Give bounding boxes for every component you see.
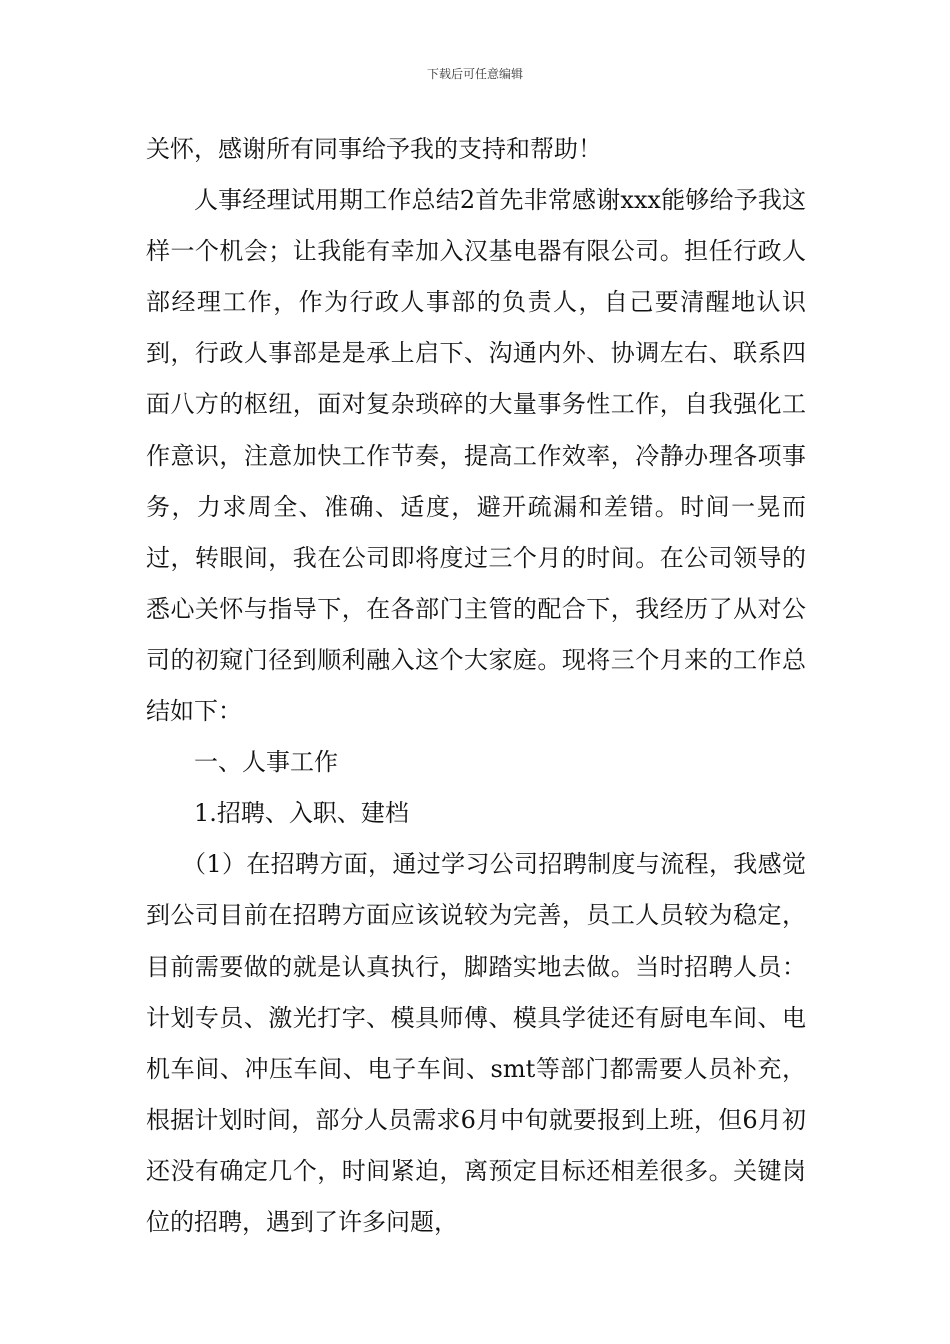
document-body — [146, 124, 806, 1248]
paragraph-recruitment: （1）在招聘方面，通过学习公司招聘制度与流程，我感觉到公司目前在招聘方面应该说较为完善，员工人员较为稳定，目前需要做的就是认真执行，脚踏实地去做。当时招聘人员：计划专员、激光打字、模具师傅、模具学徒还有厨电车间、电机车间、冲压车间、电子车间、smt等部门都需要人员补充，根据计划时间，部分人员需求6月中旬就要报到上班，但6月初还没有确定几个，时间紧迫，离预定目标还相差很多。关键岗位的招聘，遇到了许多问题， — [146, 850, 806, 1236]
paragraph-continuation: 关怀，感谢所有同事给予我的支持和帮助！ — [146, 135, 602, 163]
paragraph-summary-intro: 人事经理试用期工作总结2首先非常感谢xxx能够给予我这样一个机会；让我能有幸加入汉基电器有限公司。担任行政人部经理工作，作为行政人事部的负责人，自己要清醒地认识到，行政人事部是是承上启下、沟通内外、协调左右、联系四面八方的枢纽，面对复杂琐碎的大量事务性工作，自我强化工作意识，注意加快工作节奏，提高工作效率，冷静办理各项事务，力求周全、准确、适度，避开疏漏和差错。时间一晃而过，转眼间，我在公司即将度过三个月的时间。在公司领导的悉心关怀与指导下，在各部门主管的配合下，我经历了从对公司的初窥门径到顺利融入这个大家庭。现将三个月来的工作总结如下： — [146, 186, 806, 726]
section-heading: 一、人事工作 — [194, 748, 338, 777]
page-header: 下载后可任意编辑 — [426, 67, 523, 81]
subsection-heading: 1.招聘、入职、建档 — [194, 799, 409, 828]
